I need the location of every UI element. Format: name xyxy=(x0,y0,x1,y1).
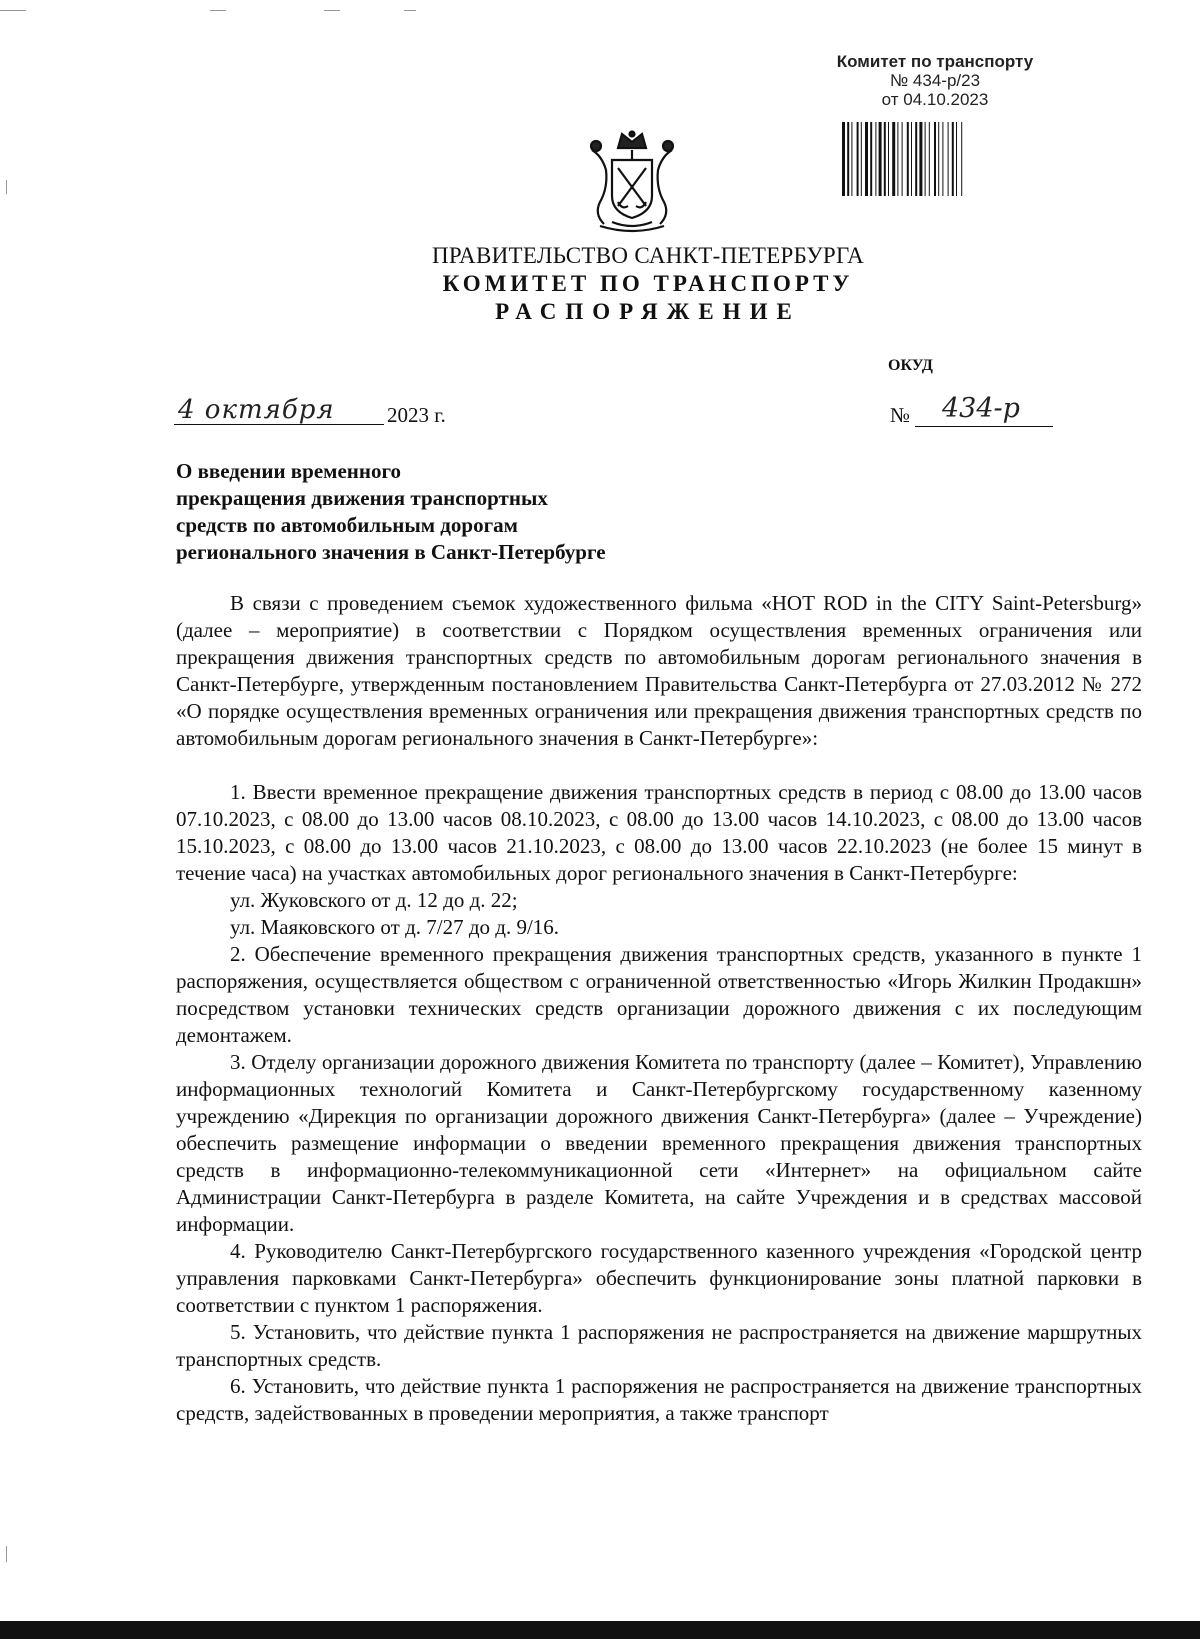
scan-mark xyxy=(6,180,7,194)
stamp-date: от 04.10.2023 xyxy=(881,90,989,109)
barcode-bar xyxy=(847,122,849,196)
barcode-bar xyxy=(897,122,898,196)
barcode-bar xyxy=(842,122,845,196)
subject-line: прекращения движения транспортных xyxy=(176,486,548,510)
paragraph-1: 1. Ввести временное прекращение движения транспортных средств в период с 08.00 до 13.00 часов 07.10.2023, с 08.00 до 13.00 часов 08.10.2023, с 08.00 до 13.00 часов 14.10.2023, с 08.00 до 13.00 часов 15.10.2023, с 08.00 до 13.00 часов 21.10.2023, с 08.00 до 13.00 часов 22.10.2023 (не более 15 минут в течение часа) на участках автомобильных дорог регионального значения в Санкт-Петербурге: xyxy=(176,780,1142,885)
barcode-bar xyxy=(942,122,943,196)
barcode-bar xyxy=(925,122,926,196)
barcode-bar xyxy=(915,122,917,196)
paragraph-4: 4. Руководителю Санкт-Петербургского государственного казенного учреждения «Городской центр управления парковками Санкт-Петербурга» обеспечить функционирование зоны платной парковки в соответствии с пунктом 1 распоряжения. xyxy=(176,1239,1142,1317)
committee-title: КОМИТЕТ ПО ТРАНСПОРТУ xyxy=(442,271,854,296)
barcode-bar xyxy=(961,122,962,196)
subject-line: средств по автомобильным дорогам xyxy=(176,513,518,537)
handwritten-number: 434-р xyxy=(942,393,1020,424)
government-title: ПРАВИТЕЛЬСТВО САНКТ-ПЕТЕРБУРГА xyxy=(431,243,865,268)
barcode-bar xyxy=(929,122,930,196)
barcode-bar xyxy=(875,122,876,196)
okud-label: ОКУД xyxy=(888,357,933,374)
barcode-bar xyxy=(938,122,939,196)
scan-mark xyxy=(6,1546,7,1562)
barcode-bar xyxy=(911,122,912,196)
document-subject xyxy=(176,458,696,566)
barcode-bar xyxy=(934,122,936,196)
scan-mark xyxy=(210,10,226,11)
barcode-bar xyxy=(919,122,922,196)
barcode-bar xyxy=(865,122,868,196)
stamp-number: № 434-р/23 xyxy=(889,71,981,90)
barcode-bar xyxy=(861,122,862,196)
paragraph-5: 5. Установить, что действие пункта 1 распоряжения не распространяется на движение маршрутных транспортных средств. xyxy=(176,1320,1142,1371)
paragraph-gap xyxy=(176,752,1142,779)
registration-stamp xyxy=(800,52,1070,109)
barcode-bar xyxy=(870,122,872,196)
paragraph-2: 2. Обеспечение временного прекращения движения транспортных средств, указанного в пункте 1 распоряжения, осуществляется обществом с ограниченной ответственностью «Игорь Жилкин Продакшн» посредством установки технических средств организации дорожного движения с их последующим демонтажем. xyxy=(176,942,1142,1047)
barcode-bar xyxy=(902,122,903,196)
scan-mark xyxy=(404,10,416,11)
barcode-bar xyxy=(952,122,954,196)
street-item: ул. Жуковского от д. 12 до д. 22; xyxy=(230,888,518,912)
barcode-bar xyxy=(956,122,957,196)
document-type: РАСПОРЯЖЕНИЕ xyxy=(495,299,801,324)
subject-line: О введении временного xyxy=(176,459,401,483)
barcode-bar xyxy=(888,122,889,196)
document-body xyxy=(176,590,1142,1427)
preamble-paragraph: В связи с проведением съемок художественного фильма «HOT ROD in the CITY Saint-Petersburg» (далее – мероприятие) в соответствии с Порядком осуществления временных ограничения или прекращения движения транспортных средств по автомобильным дорогам регионального значения в Санкт-Петербурге, утвержденным постановлением Правительства Санкт-Петербурга от 27.03.2012 № 272 «О порядке осуществления временных ограничения или прекращения движения транспортных средств по автомобильным дорогам регионального значения в Санкт-Петербурге»: xyxy=(176,591,1142,750)
document-heading xyxy=(0,242,1200,326)
scan-edge-bar xyxy=(0,1621,1200,1639)
barcode-bar xyxy=(948,122,949,196)
barcode xyxy=(842,122,1034,196)
scan-mark xyxy=(324,10,340,11)
coat-of-arms-emblem xyxy=(582,130,682,236)
street-item: ул. Маяковского от д. 7/27 до д. 9/16. xyxy=(230,915,560,939)
subject-line: регионального значения в Санкт-Петербурге xyxy=(176,540,606,564)
paragraph-6: 6. Установить, что действие пункта 1 распоряжения не распространяется на движение транспортных средств, задействованных в проведении мероприятия, а также транспорт xyxy=(176,1374,1142,1425)
barcode-bar xyxy=(907,122,909,196)
barcode-bar xyxy=(879,122,882,196)
number-label: № xyxy=(890,403,911,427)
paragraph-3: 3. Отделу организации дорожного движения Комитета по транспорту (далее – Комитет), Управлению информационных технологий Комитета и Санкт-Петербургскому государственному казенному учреждению «Дирекция по организации дорожного движения Санкт-Петербурга» (далее – Учреждение) обеспечить размещение информации о введении временного прекращения движения транспортных средств в информационно-телекоммуникационной сети «Интернет» на официальном сайте Администрации Санкт-Петербурга в разделе Комитета, на сайте Учреждения и в средствах массовой информации. xyxy=(176,1050,1142,1236)
scan-mark xyxy=(0,10,26,11)
barcode-bar xyxy=(857,122,859,196)
barcode-bar xyxy=(884,122,886,196)
stamp-org: Комитет по транспорту xyxy=(836,52,1034,71)
date-year: 2023 г. xyxy=(387,403,446,427)
barcode-bar xyxy=(892,122,895,196)
barcode-bar xyxy=(851,122,852,196)
handwritten-date: 4 октября xyxy=(178,395,335,425)
